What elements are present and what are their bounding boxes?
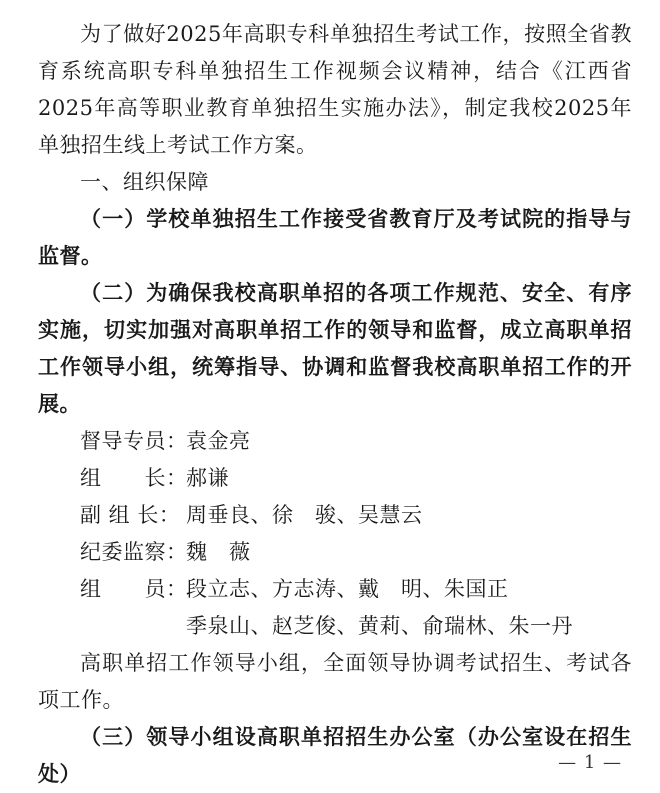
page-number: — 1 — [558, 752, 622, 773]
roster-label [80, 608, 186, 645]
roster-row [80, 571, 632, 608]
roster-row [80, 497, 632, 534]
roster-value: 魏 薇 [186, 540, 251, 564]
roster-value: 郝谦 [186, 466, 229, 490]
intro-paragraph: 为了做好2025年高职专科单独招生考试工作，按照全省教育系统高职专科单独招生工作视频会议精神，结合《江西省2025年高等职业教育单独招生实施办法》，制定我校2025年单独招生线上考试工作方案。 [38, 22, 632, 157]
roster-value: 袁金亮 [186, 429, 251, 453]
roster-value: 周垂良、徐 骏、吴慧云 [186, 503, 423, 527]
roster-row [80, 423, 632, 460]
roster-row [80, 460, 632, 497]
document-page [38, 16, 632, 793]
item-1-paragraph: （一）学校单独招生工作接受省教育厅及考试院的指导与监督。 [38, 207, 632, 268]
group-paragraph: 高职单招工作领导小组，全面领导协调考试招生、考试各项工作。 [38, 651, 632, 712]
roster-value: 季泉山、赵芝俊、黄莉、俞瑞林、朱一丹 [186, 614, 573, 638]
roster-value: 段立志、方志涛、戴 明、朱国正 [186, 577, 509, 601]
item-2-paragraph: （二）为确保我校高职单招的各项工作规范、安全、有序实施，切实加强对高职单招工作的领导和监督，成立高职单招工作领导小组，统筹指导、协调和监督我校高职单招工作的开展。 [38, 281, 632, 416]
roster-label: 副 组 长： [80, 503, 181, 527]
item-3-paragraph: （三）领导小组设高职单招招生办公室（办公室设在招生处） [38, 725, 632, 786]
roster-label: 组 员： [80, 577, 188, 601]
leadership-roster [38, 423, 632, 645]
roster-row [80, 534, 632, 571]
roster-label: 纪委监察： [80, 540, 188, 564]
roster-row [80, 608, 632, 645]
section-heading-organization: 一、组织保障 [80, 170, 209, 194]
roster-label: 组 长： [80, 466, 188, 490]
roster-label: 督导专员： [80, 429, 188, 453]
